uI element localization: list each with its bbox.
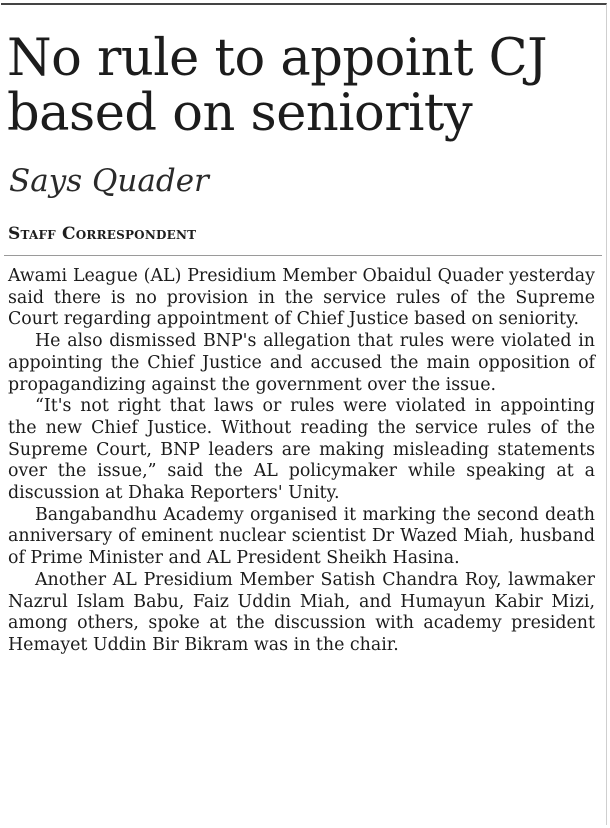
byline-divider xyxy=(4,255,602,256)
article-paragraph: Awami League (AL) Presidium Member Obaidul Quader yesterday said there is no provision in the service rules of the Supreme Court regarding appointment of Chief Justice based on seniority. xyxy=(8,266,595,330)
byline: Staff Correspondent xyxy=(8,224,197,244)
article-paragraph: “It's not right that laws or rules were violated in appointing the new Chief Justice. Without reading the service rules of the Supreme Court, BNP leaders are making misleading statements over the issue,” said the AL policymaker while speaking at a discussion at Dhaka Reporters' Unity. xyxy=(8,396,595,504)
article-paragraph: Bangabandhu Academy organised it marking the second death anniversary of eminent nuclear scientist Dr Wazed Miah, husband of Prime Minister and AL President Sheikh Hasina. xyxy=(8,504,595,569)
article-paragraph: He also dismissed BNP's allegation that rules were violated in appointing the Chief Justice and accused the main opposition of propagandizing against the government over the issue. xyxy=(8,331,595,395)
news-clipping xyxy=(1,3,607,825)
headline: No rule to appoint CJ based on seniority xyxy=(7,29,548,143)
subheadline: Says Quader xyxy=(9,163,209,199)
article-body xyxy=(8,266,595,657)
article-paragraph: Another AL Presidium Member Satish Chandra Roy, lawmaker Nazrul Islam Babu, Faiz Uddin Miah, and Humayun Kabir Mizi, among others, spoke at the discussion with academy president Hemayet Uddin Bir Bikram was in the chair. xyxy=(8,569,595,655)
